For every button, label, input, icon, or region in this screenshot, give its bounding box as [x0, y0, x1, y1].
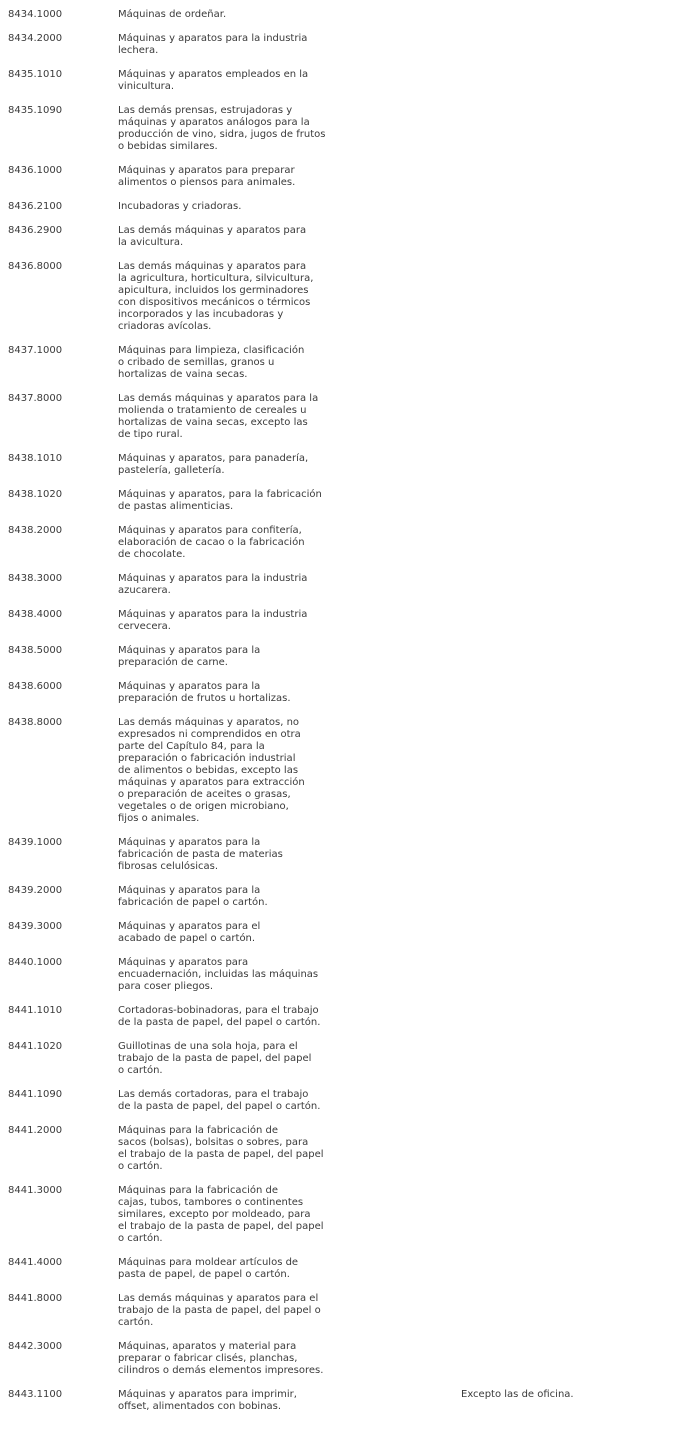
description-line: fijos o animales.: [118, 813, 200, 824]
description-line: Cortadoras-bobinadoras, para el trabajo: [118, 1005, 319, 1016]
description-line: Incubadoras y criadoras.: [118, 201, 242, 212]
description-line: hortalizas de vaina secas, excepto las: [118, 417, 308, 428]
table-row: [0, 261, 698, 333]
description-line: offset, alimentados con bobinas.: [118, 1401, 282, 1412]
tariff-code: 8439.3000: [8, 921, 63, 932]
product-description: [118, 489, 348, 513]
description-line: trabajo de la pasta de papel, del papel o: [118, 1305, 321, 1316]
tariff-code: 8436.2900: [8, 225, 63, 236]
description-line: elaboración de cacao o la fabricación: [118, 537, 305, 548]
description-line: alimentos o piensos para animales.: [118, 177, 296, 188]
description-line: de la pasta de papel, del papel o cartón.: [118, 1101, 321, 1112]
tariff-code: 8441.4000: [8, 1257, 63, 1268]
description-line: el trabajo de la pasta de papel, del papel: [118, 1149, 324, 1160]
description-line: vegetales o de origen microbiano,: [118, 801, 289, 812]
table-row: [0, 1005, 698, 1029]
table-row: [0, 681, 698, 705]
table-row: [0, 717, 698, 825]
description-line: Las demás máquinas y aparatos para el: [118, 1293, 319, 1304]
description-line: fabricación de pasta de materias: [118, 849, 283, 860]
description-line: Máquinas y aparatos para la industria: [118, 609, 308, 620]
description-line: pastelería, galletería.: [118, 465, 225, 476]
product-description: [118, 453, 348, 477]
tariff-code: 8435.1010: [8, 69, 63, 80]
table-row: [0, 201, 698, 213]
table-row: [0, 525, 698, 561]
tariff-code: 8436.1000: [8, 165, 63, 176]
tariff-code: 8438.2000: [8, 525, 63, 536]
product-description: [118, 393, 348, 441]
tariff-code: 8441.1090: [8, 1089, 63, 1100]
product-description: [118, 1257, 348, 1281]
product-description: [118, 1041, 348, 1077]
product-description: [118, 717, 348, 825]
table-row: [0, 1389, 698, 1413]
description-line: preparación de frutos u hortalizas.: [118, 693, 291, 704]
description-line: trabajo de la pasta de papel, del papel: [118, 1053, 312, 1064]
description-line: hortalizas de vaina secas.: [118, 369, 248, 380]
table-row: [0, 1341, 698, 1377]
description-line: Máquinas y aparatos empleados en la: [118, 69, 309, 80]
table-row: [0, 1293, 698, 1329]
description-line: Las demás cortadoras, para el trabajo: [118, 1089, 309, 1100]
tariff-code: 8439.2000: [8, 885, 63, 896]
description-line: producción de vino, sidra, jugos de frutos: [118, 129, 326, 140]
table-row: [0, 165, 698, 189]
table-row: [0, 1185, 698, 1245]
tariff-code: 8441.2000: [8, 1125, 63, 1136]
tariff-code: 8436.2100: [8, 201, 63, 212]
description-line: pasta de papel, de papel o cartón.: [118, 1269, 290, 1280]
product-description: [118, 1125, 348, 1173]
table-row: [0, 33, 698, 57]
description-line: o cartón.: [118, 1161, 163, 1172]
table-row: [0, 957, 698, 993]
tariff-code: 8441.1010: [8, 1005, 63, 1016]
description-line: Máquinas para la fabricación de: [118, 1185, 278, 1196]
product-description: [118, 573, 348, 597]
product-description: [118, 885, 348, 909]
description-line: Máquinas y aparatos para imprimir,: [118, 1389, 297, 1400]
description-line: sacos (bolsas), bolsitas o sobres, para: [118, 1137, 309, 1148]
description-line: fibrosas celulósicas.: [118, 861, 219, 872]
product-description: [118, 609, 348, 633]
description-line: de la pasta de papel, del papel o cartón.: [118, 1017, 321, 1028]
tariff-code: 8434.1000: [8, 9, 63, 20]
description-line: Máquinas y aparatos para confitería,: [118, 525, 302, 536]
tariff-code: 8440.1000: [8, 957, 63, 968]
product-description: [118, 1389, 348, 1413]
description-line: o cartón.: [118, 1233, 163, 1244]
description-line: de pastas alimenticias.: [118, 501, 234, 512]
description-line: incorporados y las incubadoras y: [118, 309, 284, 320]
description-line: Máquinas y aparatos para la: [118, 885, 261, 896]
description-line: vinicultura.: [118, 81, 175, 92]
description-line: fabricación de papel o cartón.: [118, 897, 268, 908]
table-row: [0, 489, 698, 513]
description-line: Máquinas y aparatos para: [118, 957, 249, 968]
description-line: Máquinas y aparatos para el: [118, 921, 261, 932]
tariff-code: 8437.8000: [8, 393, 63, 404]
tariff-code: 8441.1020: [8, 1041, 63, 1052]
product-description: [118, 1293, 348, 1329]
tariff-code: 8438.5000: [8, 645, 63, 656]
table-row: [0, 453, 698, 477]
table-row: [0, 345, 698, 381]
description-line: acabado de papel o cartón.: [118, 933, 256, 944]
table-row: [0, 9, 698, 21]
table-row: [0, 1125, 698, 1173]
description-line: molienda o tratamiento de cereales u: [118, 405, 307, 416]
tariff-code: 8438.1010: [8, 453, 63, 464]
product-description: [118, 9, 348, 21]
table-row: [0, 69, 698, 93]
product-description: [118, 225, 348, 249]
description-line: lechera.: [118, 45, 159, 56]
description-line: apicultura, incluidos los germinadores: [118, 285, 309, 296]
description-line: el trabajo de la pasta de papel, del papel: [118, 1221, 324, 1232]
description-line: o cartón.: [118, 1065, 163, 1076]
description-line: Máquinas para la fabricación de: [118, 1125, 278, 1136]
product-description: [118, 261, 348, 333]
tariff-code: 8438.1020: [8, 489, 63, 500]
table-row: [0, 393, 698, 441]
tariff-code: 8438.3000: [8, 573, 63, 584]
table-row: [0, 1257, 698, 1281]
table-row: [0, 609, 698, 633]
product-description: [118, 1185, 348, 1245]
table-row: [0, 225, 698, 249]
description-line: Máquinas y aparatos para la industria: [118, 573, 308, 584]
product-description: [118, 201, 348, 213]
table-row: [0, 921, 698, 945]
description-line: Las demás máquinas y aparatos para: [118, 225, 307, 236]
description-line: de chocolate.: [118, 549, 186, 560]
product-description: [118, 105, 348, 153]
description-line: Máquinas de ordeñar.: [118, 9, 227, 20]
description-line: cervecera.: [118, 621, 171, 632]
description-line: Las demás máquinas y aparatos para la: [118, 393, 319, 404]
product-description: [118, 33, 348, 57]
description-line: la agricultura, horticultura, silvicultura,: [118, 273, 314, 284]
description-line: Máquinas para moldear artículos de: [118, 1257, 299, 1268]
table-row: [0, 885, 698, 909]
description-line: criadoras avícolas.: [118, 321, 212, 332]
description-line: preparación de carne.: [118, 657, 228, 668]
table-row: [0, 1089, 698, 1113]
description-line: preparación o fabricación industrial: [118, 753, 296, 764]
observation-note: Excepto las de oficina.: [461, 1389, 574, 1400]
description-line: Guillotinas de una sola hoja, para el: [118, 1041, 298, 1052]
tariff-code: 8441.3000: [8, 1185, 63, 1196]
description-line: cartón.: [118, 1317, 154, 1328]
tariff-table: [0, 9, 698, 1425]
description-line: Máquinas y aparatos para preparar: [118, 165, 295, 176]
product-description: [118, 165, 348, 189]
tariff-code: 8436.8000: [8, 261, 63, 272]
description-line: Máquinas y aparatos para la: [118, 681, 261, 692]
tariff-code: 8434.2000: [8, 33, 63, 44]
description-line: cajas, tubos, tambores o continentes: [118, 1197, 304, 1208]
description-line: para coser pliegos.: [118, 981, 214, 992]
table-row: [0, 645, 698, 669]
description-line: Máquinas y aparatos para la: [118, 645, 261, 656]
tariff-code: 8435.1090: [8, 105, 63, 116]
description-line: o bebidas similares.: [118, 141, 218, 152]
description-line: o preparación de aceites o grasas,: [118, 789, 291, 800]
table-row: [0, 1041, 698, 1077]
description-line: o cribado de semillas, granos u: [118, 357, 275, 368]
description-line: preparar o fabricar clisés, planchas,: [118, 1353, 298, 1364]
description-line: Las demás prensas, estrujadoras y: [118, 105, 293, 116]
tariff-code: 8438.8000: [8, 717, 63, 728]
product-description: [118, 1005, 348, 1029]
product-description: [118, 1341, 348, 1377]
tariff-code: 8443.1100: [8, 1389, 63, 1400]
description-line: Las demás máquinas y aparatos para: [118, 261, 307, 272]
product-description: [118, 645, 348, 669]
product-description: [118, 681, 348, 705]
product-description: [118, 921, 348, 945]
product-description: [118, 525, 348, 561]
description-line: cilindros o demás elementos impresores.: [118, 1365, 324, 1376]
tariff-code: 8441.8000: [8, 1293, 63, 1304]
description-line: Las demás máquinas y aparatos, no: [118, 717, 300, 728]
description-line: encuadernación, incluidas las máquinas: [118, 969, 319, 980]
product-description: [118, 69, 348, 93]
tariff-code: 8442.3000: [8, 1341, 63, 1352]
description-line: azucarera.: [118, 585, 171, 596]
description-line: Máquinas, aparatos y material para: [118, 1341, 297, 1352]
table-row: [0, 837, 698, 873]
description-line: Máquinas y aparatos, para panadería,: [118, 453, 309, 464]
product-description: [118, 1089, 348, 1113]
description-line: Máquinas y aparatos para la industria: [118, 33, 308, 44]
table-row: [0, 105, 698, 153]
description-line: Máquinas y aparatos, para la fabricación: [118, 489, 322, 500]
description-line: de tipo rural.: [118, 429, 183, 440]
description-line: de alimentos o bebidas, excepto las: [118, 765, 299, 776]
table-row: [0, 573, 698, 597]
tariff-code: 8437.1000: [8, 345, 63, 356]
description-line: con dispositivos mecánicos o térmicos: [118, 297, 311, 308]
tariff-code: 8439.1000: [8, 837, 63, 848]
description-line: Máquinas y aparatos para la: [118, 837, 261, 848]
description-line: Máquinas para limpieza, clasificación: [118, 345, 305, 356]
tariff-code: 8438.4000: [8, 609, 63, 620]
product-description: [118, 345, 348, 381]
product-description: [118, 837, 348, 873]
description-line: máquinas y aparatos para extracción: [118, 777, 305, 788]
description-line: la avicultura.: [118, 237, 184, 248]
description-line: similares, excepto por moldeado, para: [118, 1209, 311, 1220]
description-line: parte del Capítulo 84, para la: [118, 741, 265, 752]
description-line: máquinas y aparatos análogos para la: [118, 117, 310, 128]
tariff-code: 8438.6000: [8, 681, 63, 692]
description-line: expresados ni comprendidos en otra: [118, 729, 301, 740]
product-description: [118, 957, 348, 993]
